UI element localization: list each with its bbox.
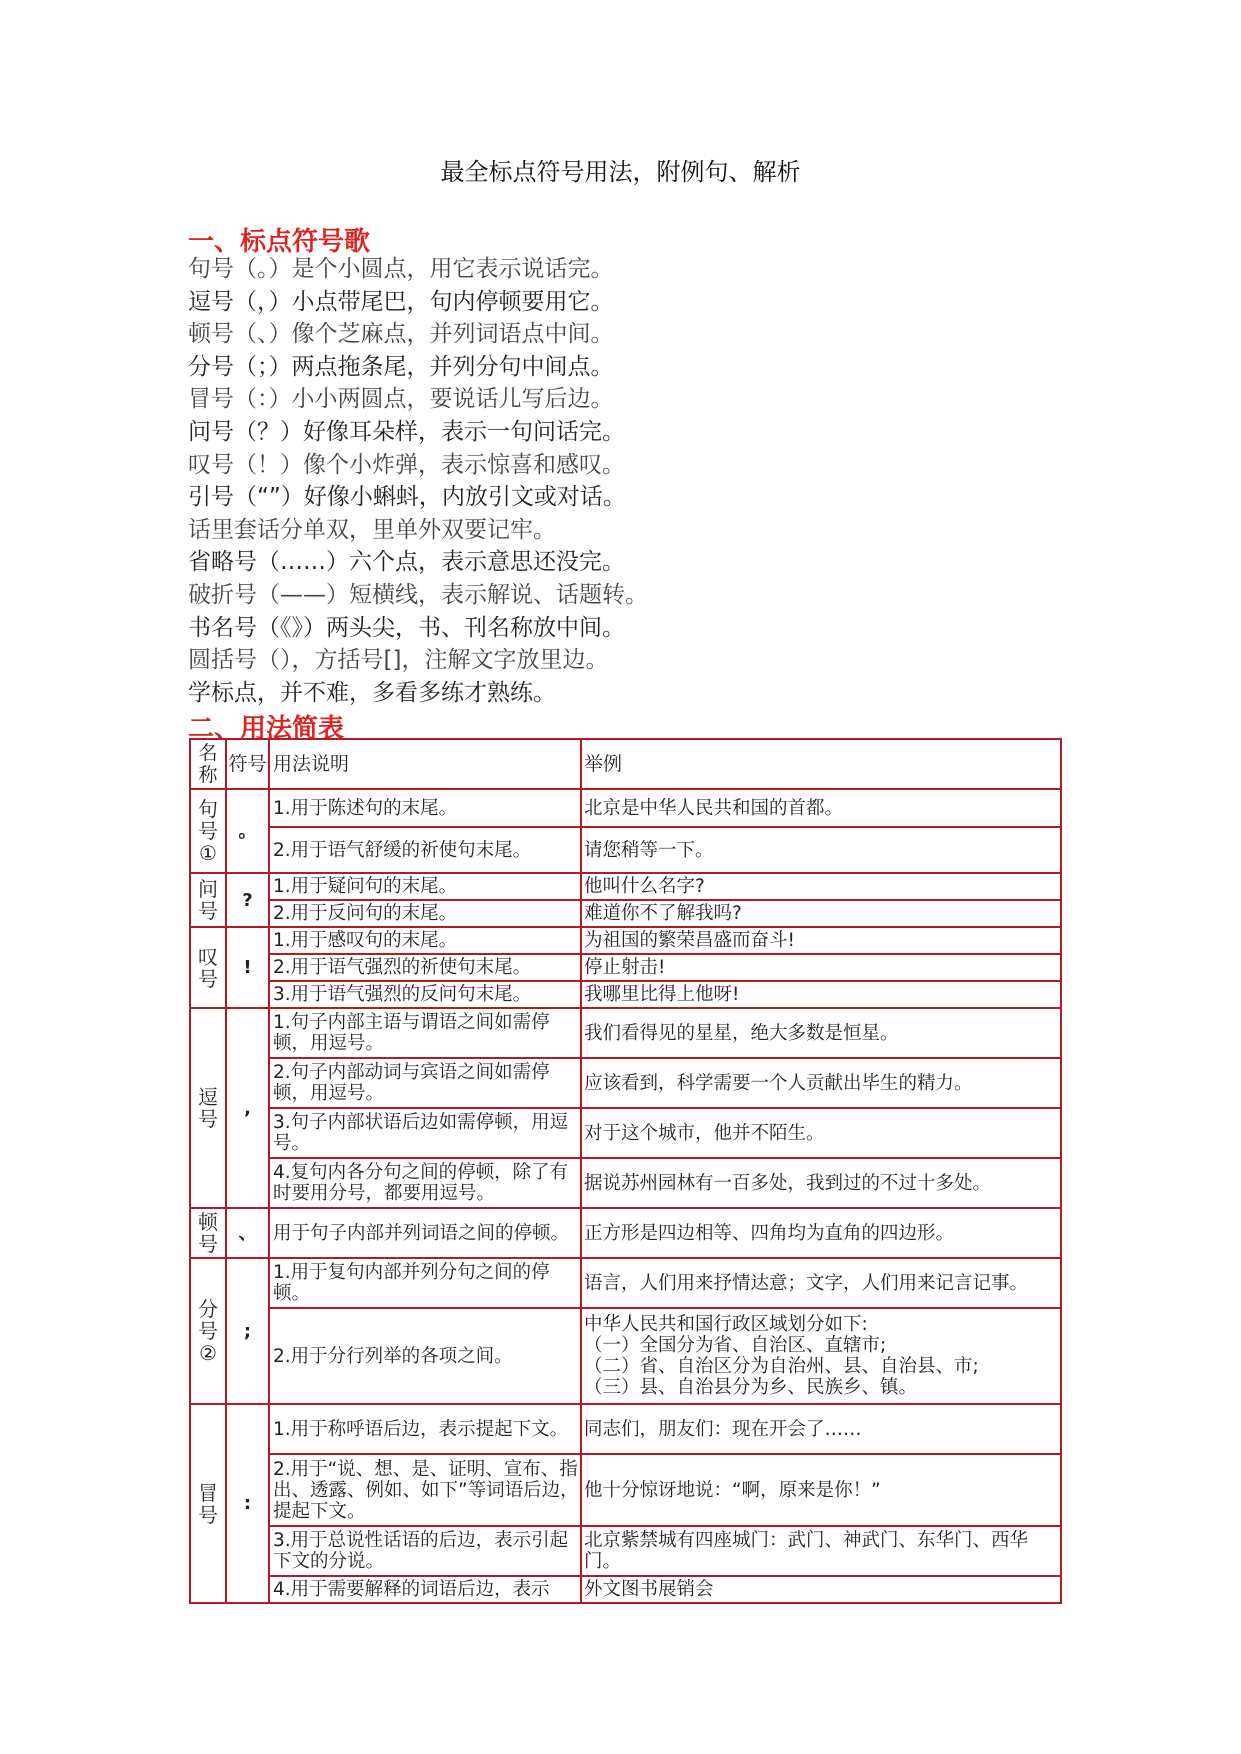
table-row [190, 1158, 1061, 1208]
usage-example: 正方形是四边相等、四角均为直角的四边形。 [581, 1208, 1061, 1258]
usage-example: 我们看得见的星星，绝大多数是恒星。 [581, 1008, 1061, 1058]
usage-example: 同志们，朋友们：现在开会了…… [581, 1404, 1061, 1454]
song-line: 顿号（、）像个芝麻点，并列词语点中间。 [188, 321, 614, 348]
usage-example: 我哪里比得上他呀! [581, 981, 1061, 1008]
song-line: 叹号（！）像个小炸弹，表示惊喜和感叹。 [188, 451, 625, 478]
header-name: 名称 [190, 739, 226, 789]
table-row [190, 927, 1061, 954]
usage-example: 难道你不了解我吗? [581, 900, 1061, 927]
usage-example: 据说苏州园林有一百多处，我到过的不过十多处。 [581, 1158, 1061, 1208]
usage-description: 4.复句内各分句之间的停顿，除了有时要用分号，都要用逗号。 [269, 1158, 581, 1208]
punctuation-symbol: ? [226, 873, 269, 927]
usage-example: 应该看到，科学需要一个人贡献出毕生的精力。 [581, 1058, 1061, 1108]
table-row [190, 1454, 1061, 1526]
song-line: 圆括号（），方括号[]，注解文字放里边。 [188, 647, 609, 674]
usage-description: 1.句子内部主语与谓语之间如需停顿，用逗号。 [269, 1008, 581, 1058]
usage-example: 语言，人们用来抒情达意；文字，人们用来记言记事。 [581, 1258, 1061, 1308]
punctuation-symbol: : [226, 1404, 269, 1603]
song-line: 引号（“”）好像小蝌蚪，内放引文或对话。 [188, 484, 626, 511]
table-row [190, 1576, 1061, 1603]
usage-description: 2.用于反问句的末尾。 [269, 900, 581, 927]
table-row [190, 1008, 1061, 1058]
table-row [190, 1058, 1061, 1108]
section-heading-punctuation-song: 一、标点符号歌 [188, 227, 371, 257]
page-title: 最全标点符号用法，附例句、解析 [440, 158, 801, 186]
usage-description: 2.用于分行列举的各项之间。 [269, 1308, 581, 1404]
section-heading-usage-table: 二、用法简表 [188, 714, 345, 744]
header-usage: 用法说明 [269, 739, 581, 789]
usage-table [189, 738, 1062, 1604]
usage-example: 停止射击! [581, 954, 1061, 981]
table-row [190, 1108, 1061, 1158]
usage-description: 4.用于需要解释的词语后边，表示 [269, 1576, 581, 1603]
usage-example: 北京是中华人民共和国的首都。 [581, 789, 1061, 827]
usage-description: 1.用于复句内部并列分句之间的停顿。 [269, 1258, 581, 1308]
punctuation-name: 逗号 [190, 1008, 226, 1208]
usage-description: 用于句子内部并列词语之间的停顿。 [269, 1208, 581, 1258]
table-header-row [190, 739, 1061, 789]
table-row [190, 954, 1061, 981]
table-row [190, 789, 1061, 827]
usage-description: 1.用于感叹句的末尾。 [269, 927, 581, 954]
punctuation-name: 顿号 [190, 1208, 226, 1258]
table-row [190, 1526, 1061, 1576]
usage-example: 中华人民共和国行政区域划分如下: （一）全国分为省、自治区、直辖市; （二）省、自治区分为自治州、县、自治县、市; （三）县、自治县分为乡、民族乡、镇。 [581, 1308, 1061, 1404]
punctuation-song [188, 253, 648, 709]
header-symbol: 符号 [226, 739, 269, 789]
punctuation-symbol: 。 [226, 789, 269, 873]
usage-description: 2.用于“说、想、是、证明、宣布、指出、透露、例如、如下”等词语后边，提起下文。 [269, 1454, 581, 1526]
usage-description: 3.用于语气强烈的反问句末尾。 [269, 981, 581, 1008]
usage-example: 为祖国的繁荣昌盛而奋斗! [581, 927, 1061, 954]
usage-description: 2.用于语气强烈的祈使句末尾。 [269, 954, 581, 981]
usage-description: 1.用于陈述句的末尾。 [269, 789, 581, 827]
table-row [190, 1308, 1061, 1404]
usage-example: 对于这个城市，他并不陌生。 [581, 1108, 1061, 1158]
usage-example: 请您稍等一下。 [581, 827, 1061, 873]
usage-example: 他叫什么名字? [581, 873, 1061, 900]
punctuation-name: 叹号 [190, 927, 226, 1008]
punctuation-symbol: ; [226, 1258, 269, 1404]
table-row [190, 827, 1061, 873]
song-line: 破折号（——）短横线，表示解说、话题转。 [188, 581, 648, 608]
punctuation-symbol: 、 [226, 1208, 269, 1258]
punctuation-symbol: ! [226, 927, 269, 1008]
usage-description: 1.用于疑问句的末尾。 [269, 873, 581, 900]
table-row [190, 1404, 1061, 1454]
song-line: 学标点，并不难，多看多练才熟练。 [188, 679, 556, 706]
punctuation-name: 分号② [190, 1258, 226, 1404]
usage-example: 外文图书展销会 [581, 1576, 1061, 1603]
song-line: 书名号（《》）两头尖，书、刊名称放中间。 [188, 614, 625, 641]
song-line: 话里套话分单双，里单外双要记牢。 [188, 516, 556, 543]
usage-description: 3.句子内部状语后边如需停顿，用逗号。 [269, 1108, 581, 1158]
song-line: 分号（；）两点拖条尾，并列分句中间点。 [188, 353, 614, 380]
usage-example: 北京紫禁城有四座城门：武门、神武门、东华门、西华门。 [581, 1526, 1061, 1576]
punctuation-name: 问号 [190, 873, 226, 927]
punctuation-symbol: , [226, 1008, 269, 1208]
song-line: 逗号（，）小点带尾巴，句内停顿要用它。 [188, 288, 614, 315]
song-line: 冒号（：）小小两圆点，要说话儿写后边。 [188, 386, 614, 413]
usage-description: 1.用于称呼语后边，表示提起下文。 [269, 1404, 581, 1454]
table-row [190, 873, 1061, 900]
punctuation-name: 句号① [190, 789, 226, 873]
song-line: 句号（。）是个小圆点，用它表示说话完。 [188, 256, 614, 282]
table-row [190, 1258, 1061, 1308]
usage-description: 2.句子内部动词与宾语之间如需停顿，用逗号。 [269, 1058, 581, 1108]
header-example: 举例 [581, 739, 1061, 789]
table-row [190, 900, 1061, 927]
table-row [190, 981, 1061, 1008]
song-line: 省略号（……）六个点，表示意思还没完。 [188, 549, 625, 576]
table-row [190, 1208, 1061, 1258]
usage-description: 2.用于语气舒缓的祈使句末尾。 [269, 827, 581, 873]
usage-example: 他十分惊讶地说：“啊，原来是你！” [581, 1454, 1061, 1526]
punctuation-name: 冒号 [190, 1404, 226, 1603]
usage-description: 3.用于总说性话语的后边，表示引起下文的分说。 [269, 1526, 581, 1576]
song-line: 问号（？）好像耳朵样，表示一句问话完。 [188, 418, 625, 445]
